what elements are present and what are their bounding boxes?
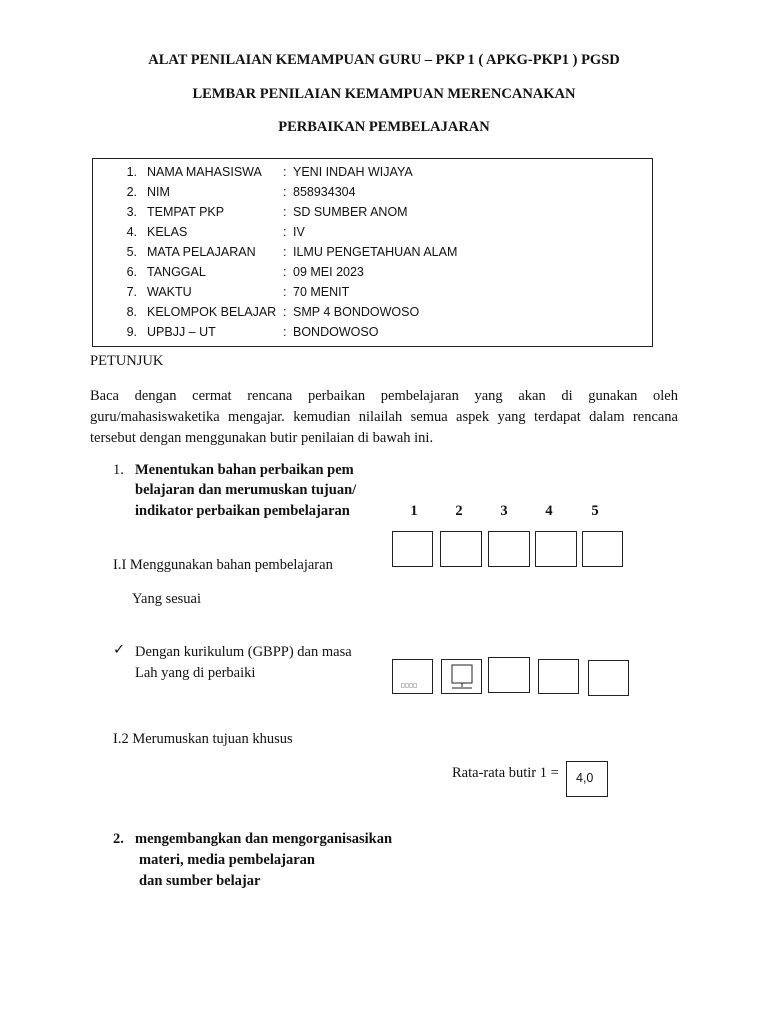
scale-number-3: 3 — [500, 503, 508, 519]
check-mark-icon: ✓ — [113, 642, 126, 658]
petunjuk-line: tersebut dengan menggunakan butir penilaian di bawah ini. — [90, 430, 434, 446]
identity-row-label: MATA PELAJARAN — [147, 245, 256, 259]
check-item-line: Lah yang di perbaiki — [135, 665, 256, 681]
identity-row-colon: : — [283, 325, 287, 339]
scale-number-5: 5 — [591, 503, 599, 519]
document-subtitle: LEMBAR PENILAIAN KEMAMPUAN MERENCANAKAN — [192, 86, 576, 102]
document-subtitle-2: PERBAIKAN PEMBELAJARAN — [278, 119, 490, 135]
average-value-box: 4,0 — [566, 761, 608, 797]
identity-row — [93, 165, 652, 185]
identity-row-value: SD SUMBER ANOM — [293, 205, 408, 219]
score-box-4[interactable] — [535, 531, 577, 567]
check-item-line: Dengan kurikulum (GBPP) dan masa — [135, 644, 352, 660]
identity-row-number: 7. — [126, 285, 137, 299]
identity-row — [93, 285, 652, 305]
identity-row-number: 3. — [126, 205, 137, 219]
identity-row-value: 858934304 — [293, 185, 356, 199]
identity-row-label: NIM — [147, 185, 170, 199]
identity-row-label: TANGGAL — [147, 265, 206, 279]
identity-row-label: WAKTU — [147, 285, 192, 299]
identity-row — [93, 205, 652, 225]
score-box-4[interactable] — [538, 659, 579, 694]
identity-row-colon: : — [283, 165, 287, 179]
identity-row-number: 1. — [126, 165, 137, 179]
identity-row-colon: : — [283, 305, 287, 319]
identity-row-label: NAMA MAHASISWA — [147, 165, 262, 179]
score-box-2[interactable] — [440, 531, 482, 567]
section2-number: 2. — [113, 831, 124, 847]
identity-row-colon: : — [283, 205, 287, 219]
identity-row-number: 4. — [126, 225, 137, 239]
petunjuk-line: guru/mahasiswaketika mengajar. kemudian nilailah semua aspek yang terdapat dalam rencana — [90, 409, 678, 425]
identity-row-label: KELAS — [147, 225, 188, 239]
identity-row-value: IV — [293, 225, 305, 239]
identity-row-colon: : — [283, 225, 287, 239]
score-box-2[interactable] — [441, 659, 482, 694]
item-1-1-label: I.I Menggunakan bahan pembelajaran — [113, 557, 333, 573]
identity-row-number: 2. — [126, 185, 137, 199]
section1-title-line: Menentukan bahan perbaikan pem — [135, 462, 354, 478]
section1-title-line: indikator perbaikan pembelajaran — [135, 503, 350, 519]
identity-row — [93, 325, 652, 345]
score-box-3[interactable] — [488, 657, 530, 693]
identity-row-value: 09 MEI 2023 — [293, 265, 364, 279]
identity-row-value: SMP 4 BONDOWOSO — [293, 305, 420, 319]
petunjuk-line: Baca dengan cermat rencana perbaikan pembelajaran yang akan di gunakan oleh — [90, 388, 678, 404]
average-label: Rata-rata butir 1 = — [452, 765, 559, 781]
section1-number: 1. — [113, 462, 124, 478]
monitor-icon — [442, 660, 481, 693]
identity-row-value: 70 MENIT — [293, 285, 350, 299]
petunjuk-heading: PETUNJUK — [90, 353, 164, 369]
section2-title-line: mengembangkan dan mengorganisasikan — [135, 831, 393, 847]
identity-row-value: BONDOWOSO — [293, 325, 379, 339]
identity-row-label: UPBJJ – UT — [147, 325, 216, 339]
score-box-1[interactable] — [392, 531, 433, 567]
petunjuk-paragraph — [90, 386, 678, 449]
identity-row-label: TEMPAT PKP — [147, 205, 225, 219]
item-1-1-sub: Yang sesuai — [132, 591, 202, 607]
identity-row-colon: : — [283, 245, 287, 259]
placeholder-glyphs: □□□□ — [401, 682, 418, 689]
identity-row-number: 6. — [126, 265, 137, 279]
identity-row-colon: : — [283, 285, 287, 299]
identity-row-colon: : — [283, 265, 287, 279]
identity-row-number: 5. — [126, 245, 137, 259]
identity-row-colon: : — [283, 185, 287, 199]
identity-row-number: 8. — [126, 305, 137, 319]
score-box-1[interactable] — [392, 659, 433, 694]
identity-row — [93, 305, 652, 325]
section1-title-line: belajaran dan merumuskan tujuan/ — [135, 482, 357, 498]
item-1-2-label: I.2 Merumuskan tujuan khusus — [113, 731, 293, 747]
identity-row-value: YENI INDAH WIJAYA — [293, 165, 413, 179]
identity-row-number: 9. — [126, 325, 137, 339]
score-box-3[interactable] — [488, 531, 530, 567]
identity-box — [92, 158, 653, 347]
document-title: ALAT PENILAIAN KEMAMPUAN GURU – PKP 1 ( APKG-PKP1 ) PGSD — [148, 52, 620, 68]
score-box-5[interactable] — [588, 660, 629, 696]
section2-title-line: materi, media pembelajaran — [139, 852, 315, 868]
identity-row — [93, 185, 652, 205]
score-box-5[interactable] — [582, 531, 623, 567]
identity-row-label: KELOMPOK BELAJAR — [147, 305, 277, 319]
identity-row — [93, 245, 652, 265]
identity-row — [93, 265, 652, 285]
section2-title-line: dan sumber belajar — [139, 873, 261, 889]
scale-number-2: 2 — [455, 503, 463, 519]
identity-row-value: ILMU PENGETAHUAN ALAM — [293, 245, 458, 259]
scale-number-1: 1 — [410, 503, 418, 519]
identity-row — [93, 225, 652, 245]
scale-number-4: 4 — [545, 503, 553, 519]
